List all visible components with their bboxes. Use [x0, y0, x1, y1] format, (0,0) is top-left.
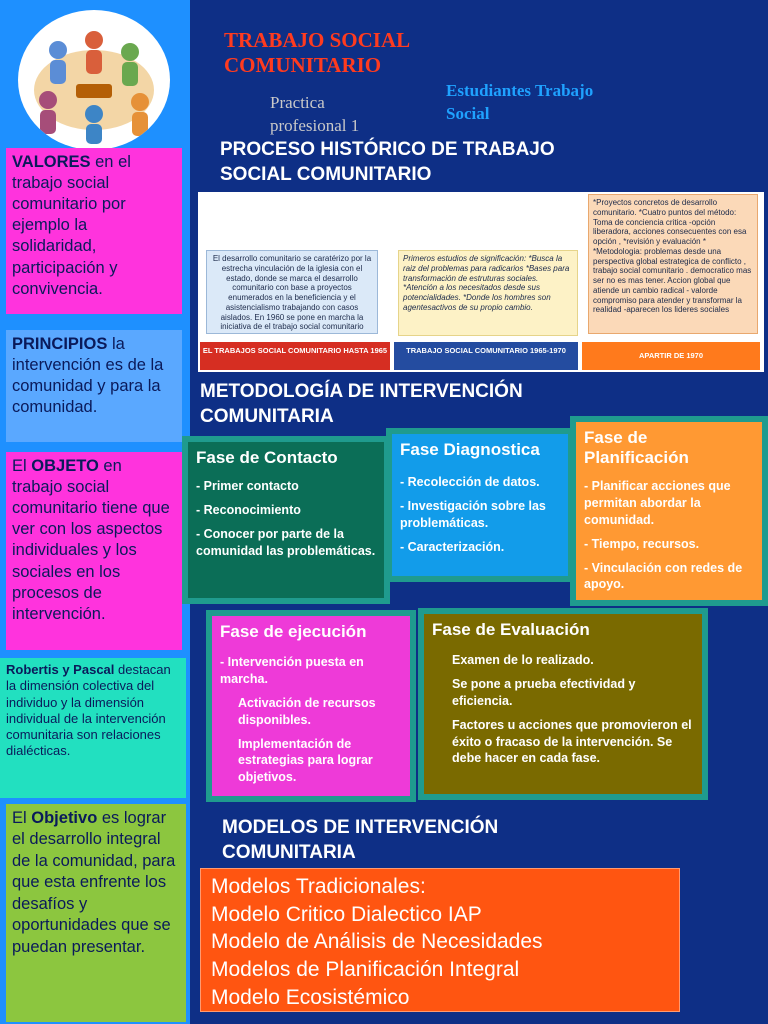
fase-diagnostica-box — [386, 428, 574, 582]
list-item: Modelos Tradicionales: — [211, 875, 426, 898]
page-title — [224, 28, 464, 78]
list-item: Implementación de estrategias para lograr objetivos. — [238, 736, 373, 785]
objetivo-box — [6, 804, 186, 1022]
list-item: - Intervención puesta en marcha. — [220, 655, 364, 686]
fase-evaluacion-title: Fase de Evaluación — [432, 620, 590, 639]
list-item: - Reconocimiento — [196, 502, 301, 517]
list-item: Factores u acciones que promovieron el éxito o fracaso de la intervención. Se debe hacer en cada fase. — [452, 717, 692, 766]
valores-keyword: VALORES — [12, 153, 91, 171]
list-item: - Investigación sobre las problemáticas. — [400, 498, 546, 530]
principios-box — [6, 330, 182, 442]
subtitle — [270, 92, 420, 138]
robertis-box — [0, 658, 186, 798]
list-item: - Planificar acciones que permitan abordar la comunidad. — [584, 479, 731, 527]
fase-ejecucion-title: Fase de ejecución — [220, 622, 367, 641]
timeline-bar-3: APARTIR DE 1970 — [582, 342, 760, 370]
students-label — [446, 80, 656, 126]
title-line1: TRABAJO SOCIAL — [224, 28, 411, 52]
fase-contacto-box — [182, 436, 390, 604]
objetivo-lead: El — [12, 809, 32, 827]
principios-text: la intervención es de la comunidad y para la comunidad. — [12, 335, 164, 417]
objetivo-keyword: Objetivo — [31, 809, 98, 827]
objeto-lead: El — [12, 457, 32, 475]
robertis-keyword: Robertis y Pascal — [6, 662, 115, 677]
fase-planificacion-title: Fase de Planificación — [584, 428, 689, 467]
list-item: - Recolección de datos. — [400, 475, 540, 489]
objeto-box — [6, 452, 182, 650]
fase-contacto-title: Fase de Contacto — [196, 448, 338, 467]
list-item: - Tiempo, recursos. — [584, 536, 700, 551]
students-line1: Estudiantes Trabajo — [446, 81, 594, 100]
community-meeting-illustration — [18, 10, 170, 150]
subtitle-line2: profesional 1 — [270, 115, 360, 135]
list-item: Activación de recursos disponibles. — [238, 695, 376, 727]
list-item: Se pone a prueba efectividad y eficiencia. — [452, 676, 636, 708]
models-heading-line2: COMUNITARIA — [222, 841, 356, 863]
fase-evaluacion-box — [418, 608, 708, 800]
timeline-box-2 — [398, 250, 578, 336]
models-heading — [222, 816, 602, 865]
list-item: - Caracterización. — [400, 539, 505, 554]
list-item: Modelo Critico Dialectico IAP — [211, 902, 482, 926]
objeto-keyword: OBJETO — [31, 457, 99, 475]
models-heading-line1: MODELOS DE INTERVENCIÓN — [222, 817, 499, 838]
process-heading — [220, 138, 740, 187]
list-item: Examen de lo realizado. — [452, 653, 594, 667]
list-item: Modelos de Planificación Integral — [211, 958, 520, 982]
fase-ejecucion-box — [206, 610, 416, 802]
models-box — [200, 868, 680, 1012]
methodology-heading — [200, 380, 580, 429]
list-item: Modelo de Análisis de Necesidades — [211, 930, 543, 954]
fase-planificacion-box — [570, 416, 768, 606]
timeline-bar-1: EL TRABAJOS SOCIAL COMUNITARIO HASTA 1965 — [200, 342, 390, 370]
objeto-text: en trabajo social comunitario tiene que ver con los aspectos individuales y los sociales en los procesos de intervención. — [12, 457, 170, 623]
process-heading-line1: PROCESO HISTÓRICO DE TRABAJO — [220, 139, 555, 160]
list-item: Modelo Ecosistémico — [211, 985, 410, 1009]
fase-diagnostica-title: Fase Diagnostica — [400, 440, 540, 459]
subtitle-line1: Practica — [270, 93, 325, 112]
timeline-bar-2: TRABAJO SOCIAL COMUNITARIO 1965-1970 — [394, 342, 578, 370]
methodology-heading-line1: METODOLOGÍA DE INTERVENCIÓN — [200, 381, 523, 402]
timeline-box-2-text: Primeros estudios de significación: *Busca la raiz del problemas para radicarios *Bases para transformación de estruturas sociales. *Atención a los necesitados desde sus potencialidades. *Donde los hombres son agentesactivos de su propio cambio. — [403, 254, 570, 312]
students-line2: Social — [446, 103, 490, 123]
list-item: - Primer contacto — [196, 479, 299, 493]
methodology-heading-line2: COMUNITARIA — [200, 405, 334, 427]
timeline-panel — [198, 192, 764, 372]
timeline-box-1: El desarrollo comunitario se caratérizo por la estrecha vinculación de la iglesia con el estado, donde se marca el desarrollo comunitario con base a proyectos enumerados en la beneficiencia y el asistencialismo trabajando con casos aislados. En 1960 se pone en marcha la iniciativa de el trabajo social comunitario — [206, 250, 378, 334]
title-line2: COMUNITARIO — [224, 53, 382, 78]
timeline-box-3: *Proyectos concretos de desarrollo comunitario. *Cuatro puntos del método: Toma de conciencia critica -opción liberadora, acciones consecuentes con esa opción , *revisión y evaluación * *Metodologia: problemas desde una perspectiva global estrategica de conflicto , trabajo social comunitario . democratico mas ser no es mas tener. Accion global que atiende un cambio radical - valorde compromiso para atender y transformar la realidad -aparecen los lideres sociales — [588, 194, 758, 334]
valores-text: en el trabajo social comunitario por ejemplo la solidaridad, participación y convivencia. — [12, 153, 131, 298]
robertis-text: destacan la dimensión colectiva del individuo y la dimensión individual de la intervención comunitaria son relaciones dialécticas. — [6, 662, 171, 759]
process-heading-line2: SOCIAL COMUNITARIO — [220, 163, 432, 185]
list-item: - Vinculación con redes de apoyo. — [584, 560, 743, 592]
objetivo-text: es lograr el desarrollo integral de la comunidad, para que esta enfrente los desafíos y oportunidades que se puedan presentar. — [12, 809, 176, 956]
valores-box — [6, 148, 182, 314]
list-item: - Conocer por parte de la comunidad las problemáticas. — [196, 526, 376, 558]
principios-keyword: PRINCIPIOS — [12, 335, 108, 353]
